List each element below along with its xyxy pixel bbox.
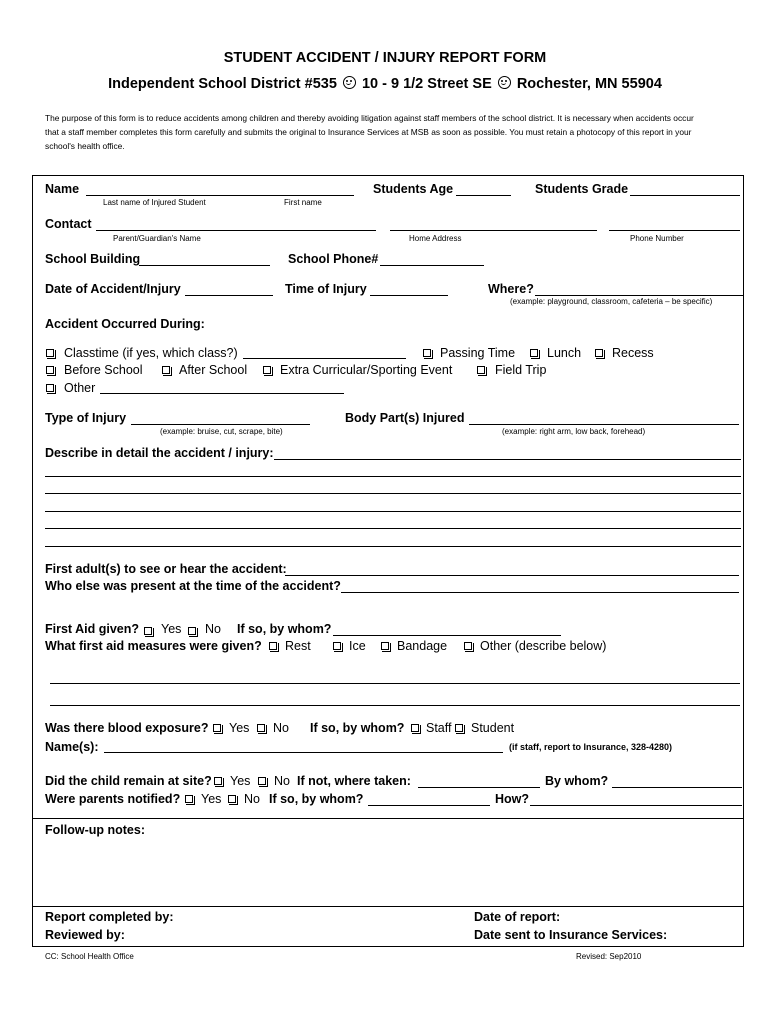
- if-staff-note: (if staff, report to Insurance, 328-4280): [509, 742, 673, 752]
- smiley-face-icon: [498, 76, 511, 89]
- recess-checkbox[interactable]: [595, 349, 603, 357]
- notified-no-label: No: [244, 792, 260, 806]
- how-field[interactable]: [530, 805, 742, 806]
- address-hint: Home Address: [409, 234, 462, 243]
- taken-by-label: By whom?: [545, 774, 609, 788]
- revised-note: Revised: Sep2010: [576, 952, 642, 961]
- divider: [32, 906, 743, 907]
- body-parts-label: Body Part(s) Injured: [345, 411, 465, 425]
- rest-checkbox[interactable]: [269, 642, 277, 650]
- before-school-label: Before School: [64, 363, 143, 377]
- time-injury-label: Time of Injury: [285, 282, 367, 296]
- date-accident-label: Date of Accident/Injury: [45, 282, 181, 296]
- school-phone-label: School Phone#: [288, 252, 379, 266]
- first-adult-label: First adult(s) to see or hear the accident:: [45, 562, 287, 576]
- other-label: Other: [64, 381, 96, 395]
- time-injury-field[interactable]: [370, 295, 448, 296]
- type-injury-label: Type of Injury: [45, 411, 127, 425]
- describe-label: Describe in detail the accident / injury:: [45, 446, 274, 460]
- where-field[interactable]: [535, 295, 743, 296]
- parents-notified-label: Were parents notified?: [45, 792, 181, 806]
- smiley-face-icon: [343, 76, 356, 89]
- taken-by-field[interactable]: [612, 787, 742, 788]
- type-injury-hint: (example: bruise, cut, scrape, bite): [160, 427, 283, 436]
- parent-hint: Parent/Guardian's Name: [113, 234, 201, 243]
- names-label: Name(s):: [45, 740, 99, 754]
- phone-hint: Phone Number: [630, 234, 684, 243]
- where-hint: (example: playground, classroom, cafeteria – be specific): [510, 297, 713, 306]
- lunch-label: Lunch: [547, 346, 582, 360]
- before-school-checkbox[interactable]: [46, 366, 54, 374]
- first-aid-whom-field[interactable]: [333, 635, 561, 636]
- name-label: Name: [45, 182, 80, 196]
- blood-exposure-label: Was there blood exposure?: [45, 721, 209, 735]
- describe-line[interactable]: [45, 528, 741, 529]
- notified-whom-field[interactable]: [368, 805, 490, 806]
- after-school-label: After School: [179, 363, 248, 377]
- notified-whom-label: If so, by whom?: [269, 792, 364, 806]
- remain-yes-checkbox[interactable]: [214, 777, 222, 785]
- field-trip-label: Field Trip: [495, 363, 547, 377]
- report-completed-label: Report completed by:: [45, 910, 174, 924]
- contact-label: Contact: [45, 217, 92, 231]
- remain-yes-label: Yes: [230, 774, 251, 788]
- date-report-label: Date of report:: [474, 910, 561, 924]
- extra-curricular-checkbox[interactable]: [263, 366, 271, 374]
- notified-no-checkbox[interactable]: [228, 795, 236, 803]
- classtime-label: Classtime (if yes, which class?): [64, 346, 238, 360]
- student-checkbox[interactable]: [455, 724, 463, 732]
- school-phone-field[interactable]: [380, 265, 484, 266]
- how-label: How?: [495, 792, 530, 806]
- passing-time-label: Passing Time: [440, 346, 516, 360]
- rest-label: Rest: [285, 639, 311, 653]
- first-aid-no-checkbox[interactable]: [188, 627, 196, 635]
- grade-field[interactable]: [630, 195, 740, 196]
- followup-notes-area[interactable]: [40, 842, 735, 900]
- name-field[interactable]: [86, 195, 354, 196]
- notified-yes-label: Yes: [201, 792, 222, 806]
- remain-no-checkbox[interactable]: [258, 777, 266, 785]
- name-first-hint: First name: [284, 198, 322, 207]
- recess-label: Recess: [612, 346, 654, 360]
- bandage-checkbox[interactable]: [381, 642, 389, 650]
- phone-number-field[interactable]: [609, 230, 740, 231]
- describe-line[interactable]: [45, 476, 741, 477]
- measures-label: What first aid measures were given?: [45, 639, 262, 653]
- staff-label: Staff: [426, 721, 452, 735]
- other-checkbox[interactable]: [46, 384, 54, 392]
- divider: [32, 818, 743, 819]
- followup-label: Follow-up notes:: [45, 823, 145, 837]
- who-else-label: Who else was present at the time of the accident?: [45, 579, 341, 593]
- passing-time-checkbox[interactable]: [423, 349, 431, 357]
- occurred-during-label: Accident Occurred During:: [45, 317, 205, 331]
- other-field[interactable]: [100, 393, 344, 394]
- school-building-label: School Building: [45, 252, 141, 266]
- parent-name-field[interactable]: [96, 230, 376, 231]
- other-describe-checkbox[interactable]: [464, 642, 472, 650]
- blood-yes-checkbox[interactable]: [213, 724, 221, 732]
- classtime-field[interactable]: [243, 358, 406, 359]
- intro-paragraph: The purpose of this form is to reduce accidents among children and thereby avoiding litigation against staff members of the school district. It is necessary when accidents occur that a staff member completes this form carefully and submits the original to Insurance Services at MSB as soon as possible. You must retain a photocopy of this report in your school's health office.: [45, 113, 694, 151]
- first-aid-yes-checkbox[interactable]: [144, 627, 152, 635]
- first-aid-no-label: No: [205, 622, 221, 636]
- district-line: [0, 76, 770, 92]
- body-parts-hint: (example: right arm, low back, forehead): [502, 427, 646, 436]
- home-address-field[interactable]: [390, 230, 597, 231]
- field-trip-checkbox[interactable]: [477, 366, 485, 374]
- blood-whom-label: If so, by whom?: [310, 721, 405, 735]
- staff-checkbox[interactable]: [411, 724, 419, 732]
- date-accident-field[interactable]: [185, 295, 273, 296]
- ice-label: Ice: [349, 639, 366, 653]
- student-label: Student: [471, 721, 515, 735]
- school-building-field[interactable]: [139, 265, 270, 266]
- names-field[interactable]: [104, 752, 503, 753]
- blood-no-label: No: [273, 721, 289, 735]
- bandage-label: Bandage: [397, 639, 448, 653]
- age-field[interactable]: [456, 195, 511, 196]
- blood-yes-label: Yes: [229, 721, 250, 735]
- measures-line[interactable]: [50, 683, 740, 684]
- extra-curricular-label: Extra Curricular/Sporting Event: [280, 363, 453, 377]
- classtime-checkbox[interactable]: [46, 349, 54, 357]
- describe-line[interactable]: [45, 493, 741, 494]
- name-last-hint: Last name of Injured Student: [103, 198, 206, 207]
- district-city: Rochester, MN 55904: [516, 76, 662, 92]
- first-aid-whom-label: If so, by whom?: [237, 622, 332, 636]
- blood-no-checkbox[interactable]: [257, 724, 265, 732]
- measures-line[interactable]: [50, 705, 740, 706]
- remain-no-label: No: [274, 774, 290, 788]
- describe-line[interactable]: [45, 511, 741, 512]
- describe-line[interactable]: [45, 546, 741, 547]
- who-else-field[interactable]: [341, 592, 739, 593]
- lunch-checkbox[interactable]: [530, 349, 538, 357]
- form-title: STUDENT ACCIDENT / INJURY REPORT FORM: [223, 50, 547, 66]
- type-injury-field[interactable]: [131, 424, 310, 425]
- reviewed-by-label: Reviewed by:: [45, 928, 125, 942]
- first-adult-field[interactable]: [285, 575, 739, 576]
- remain-site-label: Did the child remain at site?: [45, 774, 212, 788]
- ice-checkbox[interactable]: [333, 642, 341, 650]
- cc-note: CC: School Health Office: [45, 952, 134, 961]
- where-taken-field[interactable]: [418, 787, 540, 788]
- grade-label: Students Grade: [535, 182, 629, 196]
- first-aid-label: First Aid given?: [45, 622, 139, 636]
- where-label: Where?: [488, 282, 534, 296]
- describe-field[interactable]: [274, 459, 741, 460]
- date-sent-label: Date sent to Insurance Services:: [474, 928, 668, 942]
- district-name: Independent School District #535: [108, 76, 337, 92]
- other-describe-label: Other (describe below): [480, 639, 607, 653]
- where-taken-label: If not, where taken:: [297, 774, 411, 788]
- after-school-checkbox[interactable]: [162, 366, 170, 374]
- age-label: Students Age: [373, 182, 454, 196]
- first-aid-yes-label: Yes: [161, 622, 182, 636]
- district-address: 10 - 9 1/2 Street SE: [361, 76, 492, 92]
- body-parts-field[interactable]: [469, 424, 739, 425]
- notified-yes-checkbox[interactable]: [185, 795, 193, 803]
